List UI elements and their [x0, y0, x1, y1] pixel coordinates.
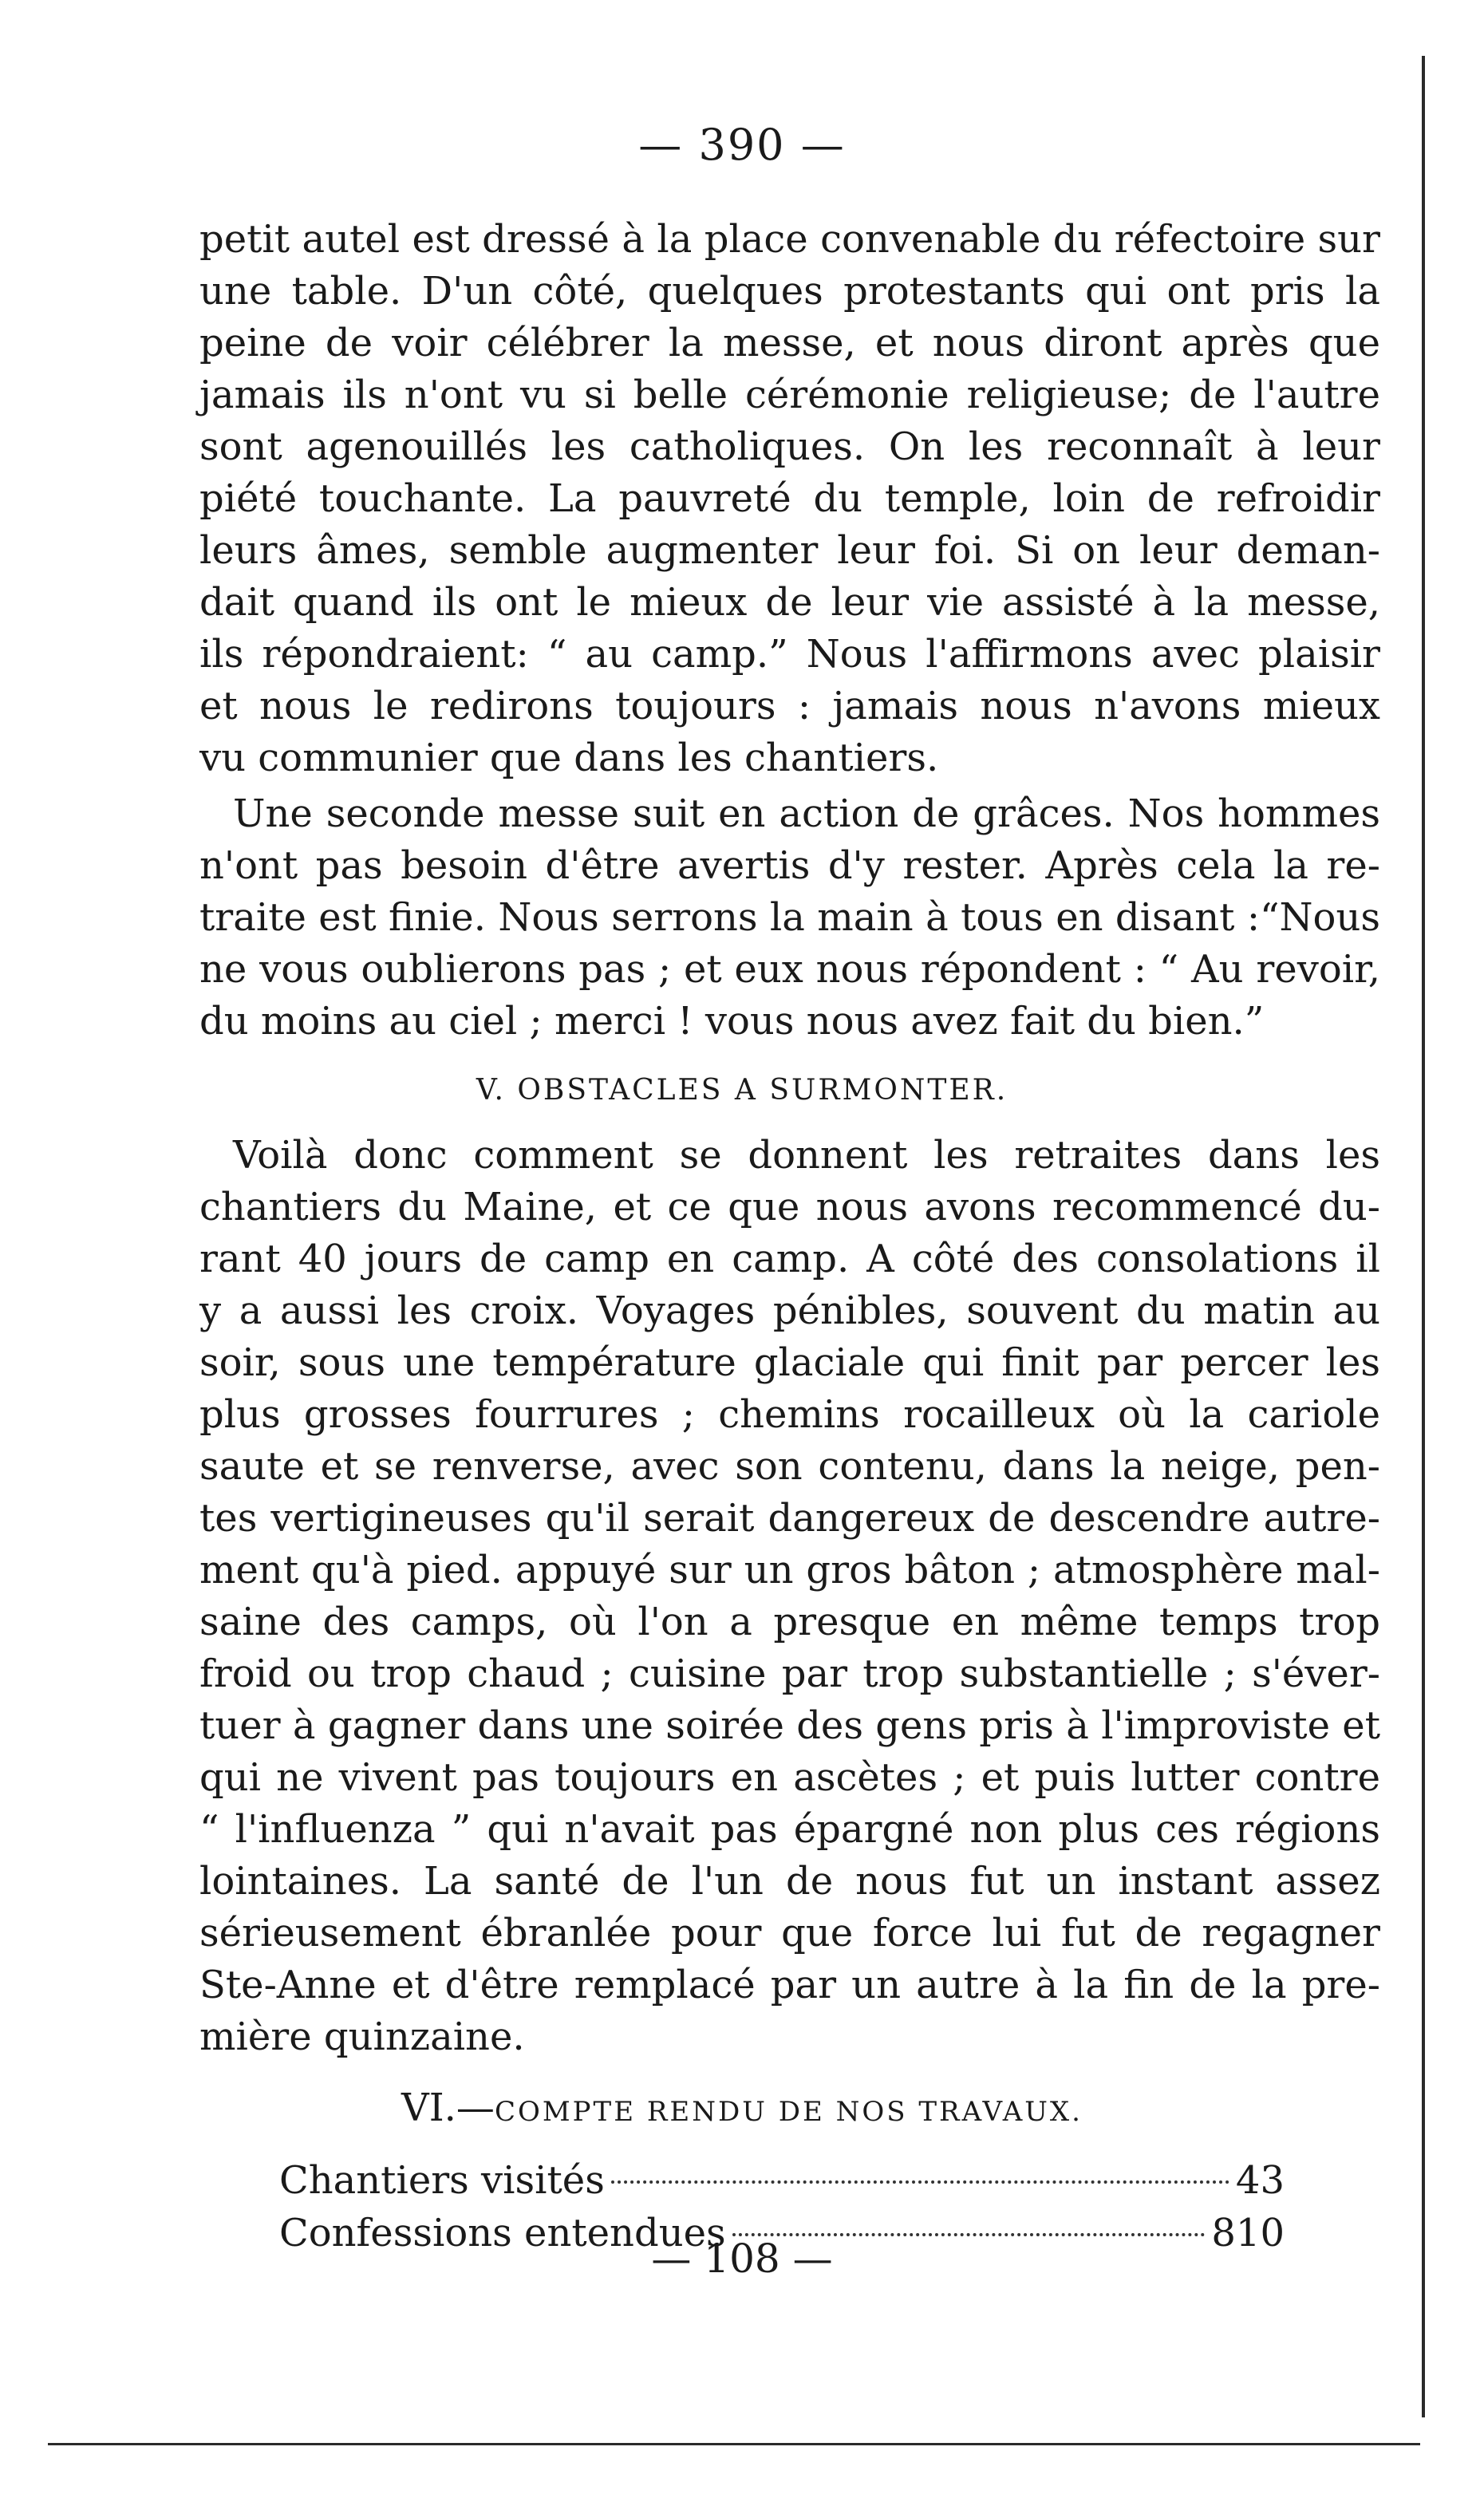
section-numeral: VI.—: [401, 2086, 495, 2130]
text-line: qui ne vivent pas toujours en ascètes ; et puis lutter contre: [199, 1755, 1380, 1800]
text-line: n'ont pas besoin d'être avertis d'y rester. Après cela la re-: [199, 843, 1380, 888]
text-line: saine des camps, où l'on a presque en même temps trop: [199, 1600, 1380, 1644]
stat-row: [279, 2154, 1285, 2207]
text-line: Voilà donc comment se donnent les retraites dans les: [233, 1133, 1380, 1178]
text-line: sont agenouillés les catholiques. On les reconnaît à leur: [199, 424, 1380, 469]
scan-bottom-rule: [48, 2443, 1420, 2445]
text-line: petit autel est dressé à la place convenable du réfectoire sur: [199, 217, 1380, 262]
text-line: leurs âmes, semble augmenter leur foi. Si on leur deman-: [199, 528, 1380, 573]
stat-value: 43: [1235, 2158, 1285, 2203]
text-line: “ l'influenza ” qui n'avait pas épargné non plus ces régions: [199, 1807, 1380, 1852]
text-line: peine de voir célébrer la messe, et nous diront après que: [199, 321, 1380, 365]
text-line: Ste-Anne et d'être remplacé par un autre à la fin de la pre-: [199, 1963, 1380, 2007]
text-line: et nous le redirons toujours : jamais nous n'avons mieux: [199, 684, 1380, 728]
text-line: tuer à gagner dans une soirée des gens pris à l'improviste et: [199, 1703, 1380, 1748]
section-heading-vi: [0, 2086, 1484, 2130]
text-line: Une seconde messe suit en action de grâces. Nos hommes: [233, 791, 1380, 836]
text-line: traite est finie. Nous serrons la main à tous en disant :“Nous: [199, 895, 1380, 940]
text-line: ils répondraient: “ au camp.” Nous l'affirmons avec plaisir: [199, 632, 1380, 677]
text-line: mière quinzaine.: [199, 2015, 525, 2059]
text-line: froid ou trop chaud ; cuisine par trop substantielle ; s'éver-: [199, 1651, 1380, 1696]
dot-leader: [611, 2180, 1229, 2184]
text-line: rant 40 jours de camp en camp. A côté des consolations il: [199, 1237, 1380, 1281]
text-line: soir, sous une température glaciale qui finit par percer les: [199, 1340, 1380, 1385]
text-line: dait quand ils ont le mieux de leur vie assisté à la messe,: [199, 580, 1380, 625]
stat-label: Chantiers visités: [279, 2158, 605, 2203]
binding-edge-line: [1422, 56, 1425, 2417]
paragraph-1: [199, 214, 1380, 784]
paragraph-3: [199, 1130, 1380, 2063]
text-line: du moins au ciel ; merci ! vous nous avez fait du bien.”: [199, 999, 1265, 1044]
text-line: y a aussi les croix. Voyages pénibles, souvent du matin au: [199, 1288, 1380, 1333]
page-number-footer: — 108 —: [651, 2236, 833, 2282]
stat-value: 810: [1211, 2211, 1285, 2255]
text-line: sérieusement ébranlée pour que force lui fut de regagner: [199, 1911, 1380, 1955]
stat-label: Confessions entendues: [279, 2211, 726, 2255]
text-line: vu communier que dans les chantiers.: [199, 736, 939, 780]
paragraph-2: [199, 788, 1380, 1048]
text-line: chantiers du Maine, et ce que nous avons recommencé du-: [199, 1185, 1380, 1229]
page-number-header: — 390 —: [638, 120, 846, 170]
text-line: plus grosses fourrures ; chemins rocailleux où la cariole: [199, 1392, 1380, 1437]
text-line: lointaines. La santé de l'un de nous fut un instant assez: [199, 1859, 1380, 1904]
text-line: saute et se renverse, avec son contenu, dans la neige, pen-: [199, 1444, 1380, 1489]
text-line: ment qu'à pied. appuyé sur un gros bâton ; atmosphère mal-: [199, 1548, 1380, 1592]
text-line: piété touchante. La pauvreté du temple, loin de refroidir: [199, 476, 1380, 521]
text-line: ne vous oublierons pas ; et eux nous répondent : “ Au revoir,: [199, 947, 1380, 992]
text-line: tes vertigineuses qu'il serait dangereux de descendre autre-: [199, 1496, 1380, 1541]
text-line: une table. D'un côté, quelques protestants qui ont pris la: [199, 269, 1380, 314]
text-line: jamais ils n'ont vu si belle cérémonie religieuse; de l'autre: [199, 373, 1380, 417]
section-heading-v: V. OBSTACLES A SURMONTER.: [476, 1074, 1008, 1107]
section-title: COMPTE RENDU DE NOS TRAVAUX.: [494, 2096, 1083, 2128]
